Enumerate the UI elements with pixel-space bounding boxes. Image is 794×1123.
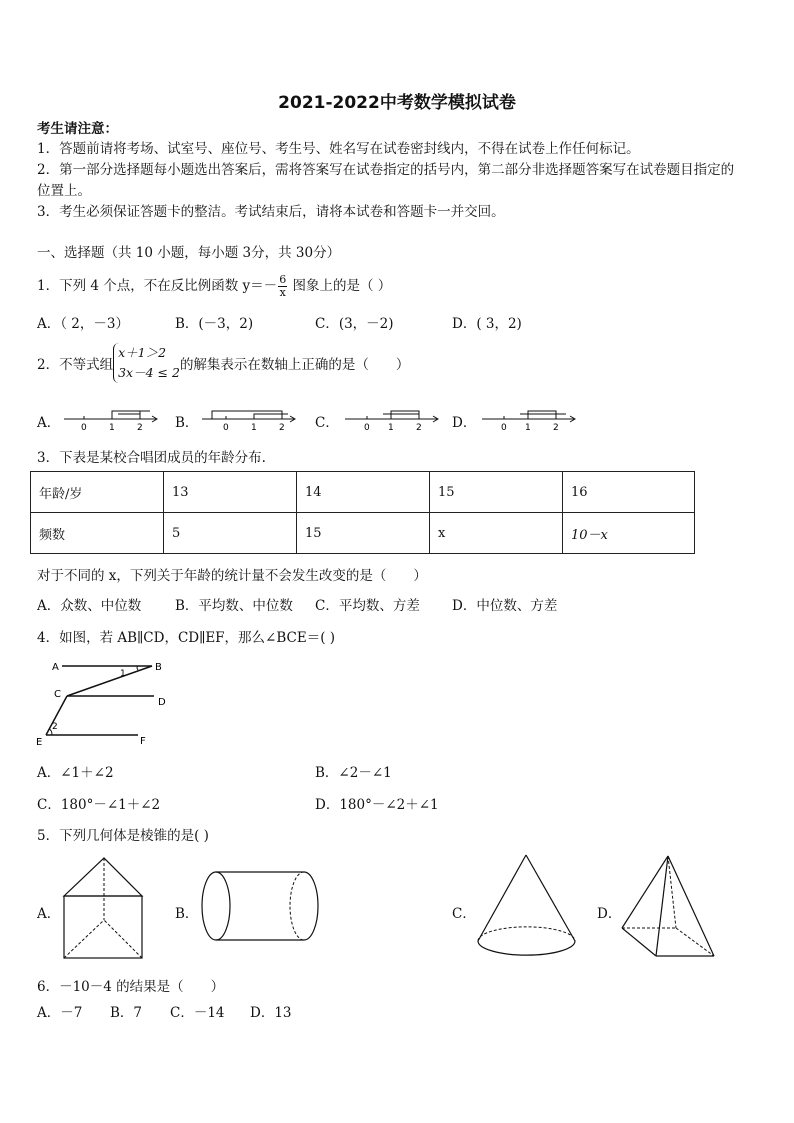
q2-option-b-label[interactable]: B． <box>175 415 199 431</box>
q5-option-c-label[interactable]: C． <box>452 906 476 922</box>
q2d-tick-2: 2 <box>553 423 559 431</box>
q5-option-a-label[interactable]: A． <box>37 906 61 922</box>
table-cell: 14 <box>297 472 430 513</box>
q1-option-d[interactable]: D．( 3，2) <box>452 316 522 332</box>
label-B: B <box>155 662 162 673</box>
notice-line-1: 1．答题前请将考场、试室号、座位号、考生号、姓名写在试卷密封线内，不得在试卷上作任何标记。 <box>37 141 640 157</box>
q2-ineq-1: x＋1＞2 <box>118 345 167 360</box>
q2c-tick-1: 1 <box>388 423 394 431</box>
q1-pre: 1．下列 4 个点，不在反比例函数 y＝－ <box>37 278 278 294</box>
q2-ineq-2: 3x－4 ≤ 2 <box>118 365 180 380</box>
notice-line-4: 3．考生必须保证答题卡的整洁。考试结束后，请将本试卷和答题卡一并交回。 <box>37 204 505 220</box>
label-E: E <box>36 737 43 747</box>
angle-2-label: 2 <box>52 722 58 732</box>
q6-option-c[interactable]: C．－14 <box>170 1005 225 1021</box>
q2d-tick-0: 0 <box>501 423 507 431</box>
question-3-question: 对于不同的 x，下列关于年龄的统计量不会发生改变的是（ ） <box>37 568 427 584</box>
q5-option-d-label[interactable]: D． <box>597 906 622 922</box>
question-3-stem: 3．下表是某校合唱团成员的年龄分布. <box>37 450 266 466</box>
question-5-stem: 5．下列几何体是棱锥的是( ) <box>37 828 209 844</box>
notice-heading: 考生请注意： <box>37 121 118 137</box>
q5-option-c-cone[interactable] <box>474 851 584 963</box>
table-cell: 15 <box>297 513 430 554</box>
q4-option-d[interactable]: D．180°－∠2＋∠1 <box>315 797 439 813</box>
notice-line-2: 2．第一部分选择题每小题选出答案后，需将答案写在试卷指定的括号内，第二部分非选择题答案写在试卷题目指定的 <box>37 162 735 178</box>
q4-option-c[interactable]: C．180°－∠1＋∠2 <box>37 797 161 813</box>
table-row <box>31 513 695 554</box>
q6-option-b[interactable]: B．7 <box>110 1005 143 1021</box>
q2-option-b-numberline[interactable] <box>200 403 300 431</box>
question-1-stem <box>37 271 391 301</box>
question-4-stem: 4．如图，若 AB∥CD，CD∥EF，那么∠BCE＝( ) <box>37 630 336 646</box>
q5-option-a-triangular-prism[interactable] <box>58 856 150 964</box>
q6-option-a[interactable]: A．－7 <box>37 1005 83 1021</box>
table-cell: x <box>430 513 563 554</box>
q2a-tick-2: 2 <box>137 423 143 431</box>
q6-option-d[interactable]: D．13 <box>250 1005 292 1021</box>
table-cell: 15 <box>430 472 563 513</box>
q3-option-d[interactable]: D．中位数、方差 <box>452 598 558 614</box>
table-cell: 频数 <box>31 513 164 554</box>
q1-frac-num: 6 <box>279 273 287 286</box>
q4-option-b[interactable]: B．∠2－∠1 <box>315 765 392 781</box>
table-cell: 5 <box>164 513 297 554</box>
q3-option-b[interactable]: B．平均数、中位数 <box>175 598 293 614</box>
q2-option-a-numberline[interactable] <box>62 403 162 431</box>
q2d-tick-1: 1 <box>525 423 531 431</box>
page-title: 2021-2022中考数学模拟试卷 <box>278 93 516 113</box>
q2b-tick-0: 0 <box>223 423 229 431</box>
q3-option-c[interactable]: C．平均数、方差 <box>315 598 420 614</box>
table-row <box>31 472 695 513</box>
notice-line-3: 位置上。 <box>37 183 91 199</box>
q2-post: 的解集表示在数轴上正确的是（ ） <box>179 357 410 373</box>
table-cell: 10－x <box>563 513 695 554</box>
q2b-tick-1: 1 <box>251 423 257 431</box>
q2a-tick-1: 1 <box>109 423 115 431</box>
angle-1-label: 1 <box>120 669 126 679</box>
q5-option-b-label[interactable]: B． <box>175 906 199 922</box>
q1-frac-den: x <box>279 286 286 299</box>
table-cell: 13 <box>164 472 297 513</box>
q1-option-b[interactable]: B．(－3，2) <box>175 316 254 332</box>
section-heading: 一、选择题（共 10 小题，每小题 3分，共 30分） <box>37 245 341 261</box>
q2-option-d-numberline[interactable] <box>480 403 580 431</box>
table-cell: 16 <box>563 472 695 513</box>
q4-option-a[interactable]: A．∠1＋∠2 <box>37 765 114 781</box>
label-C: C <box>54 689 61 700</box>
q2-option-a-label[interactable]: A． <box>37 415 61 431</box>
q2-option-d-label[interactable]: D． <box>452 415 477 431</box>
q3-option-a[interactable]: A．众数、中位数 <box>37 598 142 614</box>
question-2-stem <box>37 343 409 383</box>
q1-fraction <box>278 274 287 299</box>
q5-option-d-pyramid[interactable] <box>618 852 722 962</box>
q2c-tick-0: 0 <box>364 423 370 431</box>
q2b-tick-2: 2 <box>279 423 285 431</box>
age-distribution-table <box>30 471 695 554</box>
q4-parallel-lines-figure <box>34 655 174 747</box>
q2c-tick-2: 2 <box>416 423 422 431</box>
label-D: D <box>158 697 166 708</box>
label-F: F <box>140 736 146 747</box>
q2-option-c-label[interactable]: C． <box>315 415 339 431</box>
table-cell: 年龄/岁 <box>31 472 164 513</box>
q1-option-c[interactable]: C．(3，－2) <box>315 316 394 332</box>
question-6-stem: 6．－10－4 的结果是（ ） <box>37 979 225 995</box>
q5-option-b-cylinder[interactable] <box>196 868 328 946</box>
label-A: A <box>52 662 59 673</box>
q2-pre: 2．不等式组 <box>37 357 114 373</box>
q1-option-a[interactable]: A．（ 2，－3） <box>37 316 129 332</box>
q2-inequality-system <box>113 343 180 383</box>
q1-post: 图象上的是（ ） <box>288 278 392 294</box>
q2-option-c-numberline[interactable] <box>343 403 443 431</box>
q2a-tick-0: 0 <box>81 423 87 431</box>
